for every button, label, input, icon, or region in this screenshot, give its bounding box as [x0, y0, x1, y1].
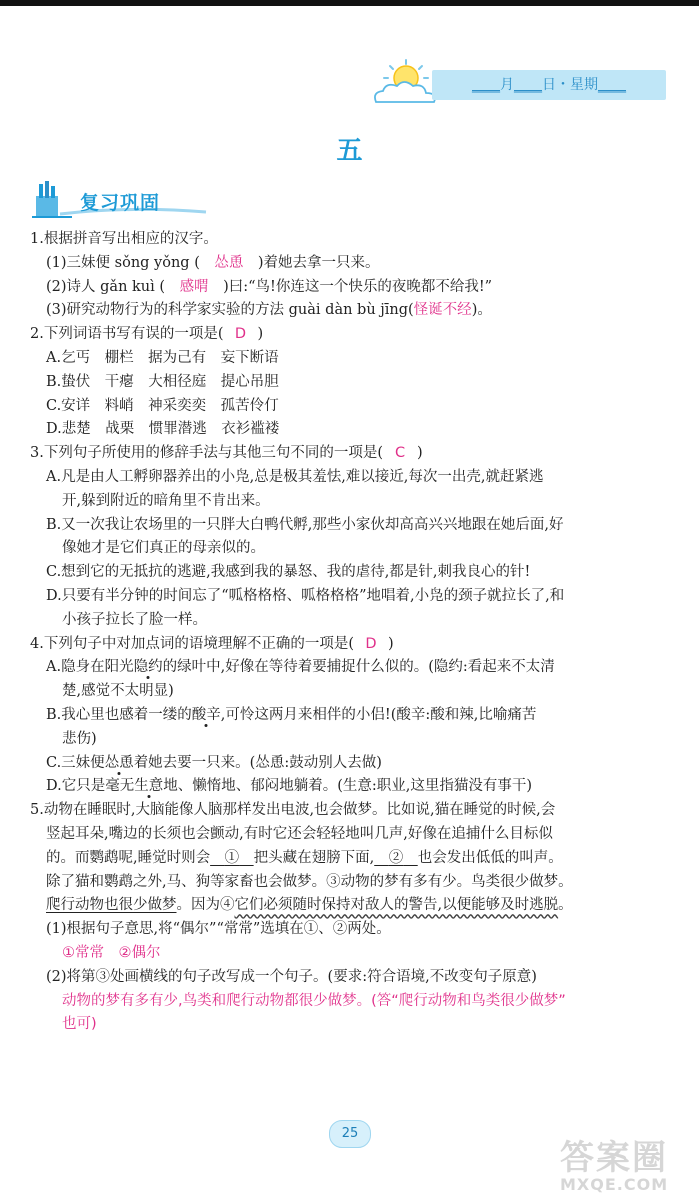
q5-sub-2: (2)将第③处画横线的句子改写成一个句子。(要求:符合语境,不改变句子原意) [46, 968, 537, 985]
q1-item-3: (3)研究动物行为的科学家实验的方法 guài dàn bù jīng(怪诞不经)。 [46, 302, 492, 319]
q4-option-b: B.我心里也感着一缕的酸辛,可怜这两月来相伴的小侣!(酸辛:酸和辣,比喻痛苦 [46, 706, 537, 723]
q4-option-a: A.隐身在阳光隐约的绿叶中,好像在等待着要捕捉什么似的。(隐约:看起来不太清 [46, 659, 555, 676]
dotted-word: 隐约 [133, 659, 163, 676]
q5-passage: 除了猫和鹦鹉之外,马、狗等家畜也会做梦。③动物的梦有多有少。鸟类很少做梦。 [46, 873, 573, 890]
q1-stem: 1.根据拼音写出相应的汉字。 [30, 231, 218, 247]
q4-option-d: D.它只是毫无生意地、懒惰地、郁闷地躺着。(生意:职业,这里指猫没有事干) [46, 778, 533, 795]
blank-2: ② [388, 849, 404, 866]
q5-passage: 5.动物在睡眠时,大脑能像人脑那样发出电波,也会做梦。比如说,猫在睡觉的时候,会 [30, 802, 556, 819]
q1-item-1: (1)三妹便 sǒng yǒng ( 怂恿 )着她去拿一只来。 [30, 252, 670, 276]
dotted-word: 生意 [134, 778, 164, 795]
q2-option: D.悲楚 战栗 惯罪潜逃 衣衫褴褛 [46, 421, 280, 438]
q3-option-line: 小孩子拉长了脸一样。 [62, 611, 207, 628]
q5-answer-1: ①常常 ②偶尔 [62, 944, 161, 961]
page-number: 25 [329, 1120, 371, 1148]
q1-item-2: (2)诗人 gǎn kuì ( 感喟 )曰:“鸟!你连这一个快乐的夜晚都不给我!” [30, 276, 670, 300]
q4-stem: 4.下列句子中对加点词的语境理解不正确的一项是( D ) [30, 633, 670, 657]
q3-option-line: A.凡是由人工孵卵器养出的小凫,总是极其羞怯,难以接近,每次一出壳,就赶紧逃 [46, 468, 544, 485]
q2-stem: 2.下列词语书写有误的一项是( D ) [30, 323, 670, 347]
watermark-text: 答案圈 [560, 1138, 668, 1178]
q2-option: A.乞丐 棚栏 据为己有 妄下断语 [46, 349, 279, 366]
answer: 怪诞不经 [413, 302, 472, 319]
answer: C [394, 445, 406, 462]
q5-passage: 竖起耳朵,嘴边的长须也会颤动,有时它还会轻轻地叫几声,好像在追捕什么目标似 [46, 825, 553, 842]
page-title: 五 [336, 136, 363, 166]
q3-option-line: D.只要有半分钟的时间忘了“呱格格格、呱格格格”地唱着,小凫的颈子就拉长了,和 [46, 587, 565, 604]
q3-option-line: 开,躲到附近的暗角里不肯出来。 [62, 492, 270, 509]
q3-option-line: C.想到它的无抵抗的逃避,我感到我的暴怒、我的虐待,都是针,刺我良心的针! [46, 564, 531, 581]
q3-option-line: B.又一次我让农场里的一只胖大白鸭代孵,那些小家伙却高高兴兴地跟在她后面,好 [46, 516, 564, 533]
q5-sub-1: (1)根据句子意思,将“偶尔”“常常”选填在①、②两处。 [46, 921, 391, 938]
date-box: ____月____日・星期____ [432, 70, 666, 100]
top-border [0, 0, 699, 6]
watermark-url: MXQE.COM [560, 1175, 669, 1194]
q5-passage: 的。而鹦鹉呢,睡觉时则会 ① 把头藏在翅膀下面, ② 也会发出低低的叫声。 [46, 849, 563, 866]
answer: D [365, 635, 377, 652]
q5-answer-2-cont: 也可) [62, 1016, 97, 1033]
q4-option-b-cont: 悲伤) [62, 730, 97, 747]
blank-1: ① [224, 849, 240, 866]
section-label: 复习巩固 [80, 192, 161, 214]
q4-option-a-cont: 楚,感觉不太明显) [62, 683, 174, 700]
q2-option: C.安详 料峭 神采奕奕 孤苦伶仃 [46, 397, 279, 414]
wavy-underlined-sentence: 它们必须随时保持对敌人的警告,以便能够及时逃脱 [234, 897, 559, 914]
answer: 感喟 [179, 278, 209, 295]
q4-option-c: C.三妹便怂恿着她去要一只来。(怂恿:鼓动别人去做) [46, 754, 382, 771]
watermark [560, 1130, 690, 1194]
dotted-word: 酸辛 [191, 706, 221, 723]
section-header [30, 180, 210, 220]
underlined-sentence: 爬行动物也很少做梦 [46, 897, 177, 914]
q3-option-line: 像她才是它们真正的母亲似的。 [62, 540, 265, 557]
answer: 怂恿 [214, 254, 244, 271]
q5-answer-2: 动物的梦有多有少,鸟类和爬行动物都很少做梦。(答“爬行动物和鸟类很少做梦” [62, 992, 566, 1009]
dotted-word: 怂恿 [104, 754, 134, 771]
answer: D [234, 326, 247, 343]
q3-stem: 3.下列句子所使用的修辞手法与其他三句不同的一项是( C ) [30, 442, 670, 466]
exercise-content [30, 228, 670, 1037]
q2-option: B.蛰伏 干瘪 大相径庭 提心吊胆 [46, 373, 279, 390]
q5-passage: 爬行动物也很少做梦。因为④它们必须随时保持对敌人的警告,以便能够及时逃脱。 [46, 897, 573, 914]
